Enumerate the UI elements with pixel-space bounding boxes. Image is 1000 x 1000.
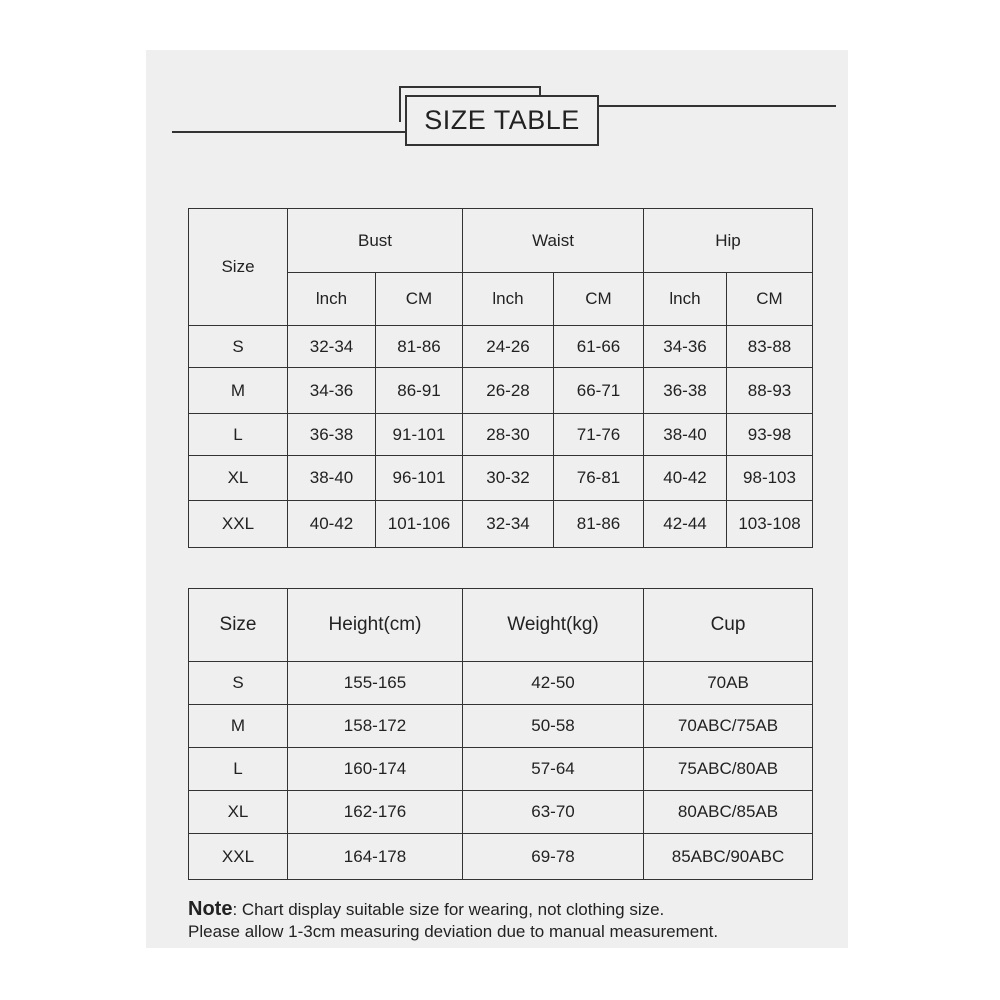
bust-header: Bust — [288, 209, 463, 273]
unit-header: lnch — [288, 273, 376, 326]
value-cell: 98-103 — [727, 456, 813, 501]
value-cell: 81-86 — [376, 326, 463, 368]
value-cell: 71-76 — [554, 414, 644, 456]
value-cell: 83-88 — [727, 326, 813, 368]
size-header: Size — [189, 589, 288, 662]
waist-header: Waist — [463, 209, 644, 273]
value-cell: 34-36 — [644, 326, 727, 368]
value-cell: 36-38 — [644, 368, 727, 414]
size-cell: S — [189, 662, 288, 705]
measurement-table — [188, 208, 813, 548]
value-cell: 164-178 — [288, 834, 463, 880]
table-row — [189, 414, 813, 456]
value-cell: 70ABC/75AB — [644, 705, 813, 748]
value-cell: 26-28 — [463, 368, 554, 414]
value-cell: 34-36 — [288, 368, 376, 414]
hip-header: Hip — [644, 209, 813, 273]
height-header: Height(cm) — [288, 589, 463, 662]
size-cell: M — [189, 705, 288, 748]
value-cell: 40-42 — [644, 456, 727, 501]
size-cell: XXL — [189, 834, 288, 880]
value-cell: 63-70 — [463, 791, 644, 834]
measurement-note — [188, 898, 828, 943]
value-cell: 42-44 — [644, 501, 727, 548]
note-text: : Chart display suitable size for wearing, not clothing size. — [232, 900, 665, 919]
table-row — [189, 748, 813, 791]
value-cell: 28-30 — [463, 414, 554, 456]
value-cell: 88-93 — [727, 368, 813, 414]
value-cell: 32-34 — [463, 501, 554, 548]
size-cell: L — [189, 414, 288, 456]
size-cell: XXL — [189, 501, 288, 548]
table-row — [189, 705, 813, 748]
value-cell: 76-81 — [554, 456, 644, 501]
table-row — [189, 662, 813, 705]
unit-header: lnch — [463, 273, 554, 326]
note-line-1 — [188, 898, 828, 921]
table-row — [189, 326, 813, 368]
value-cell: 103-108 — [727, 501, 813, 548]
value-cell: 70AB — [644, 662, 813, 705]
size-cell: S — [189, 326, 288, 368]
size-cell: XL — [189, 791, 288, 834]
page-title: SIZE TABLE — [405, 95, 599, 146]
value-cell: 160-174 — [288, 748, 463, 791]
table-row — [189, 501, 813, 548]
value-cell: 85ABC/90ABC — [644, 834, 813, 880]
title-rule-left — [172, 131, 408, 133]
value-cell: 61-66 — [554, 326, 644, 368]
unit-header: CM — [376, 273, 463, 326]
size-header: Size — [189, 209, 288, 326]
value-cell: 93-98 — [727, 414, 813, 456]
value-cell: 38-40 — [288, 456, 376, 501]
cup-header: Cup — [644, 589, 813, 662]
table-row — [189, 456, 813, 501]
value-cell: 42-50 — [463, 662, 644, 705]
value-cell: 158-172 — [288, 705, 463, 748]
value-cell: 32-34 — [288, 326, 376, 368]
size-cell: M — [189, 368, 288, 414]
value-cell: 155-165 — [288, 662, 463, 705]
unit-header: CM — [554, 273, 644, 326]
value-cell: 38-40 — [644, 414, 727, 456]
table-row — [189, 791, 813, 834]
value-cell: 162-176 — [288, 791, 463, 834]
title-rule-right — [598, 105, 836, 107]
unit-header: lnch — [644, 273, 727, 326]
value-cell: 96-101 — [376, 456, 463, 501]
value-cell: 69-78 — [463, 834, 644, 880]
value-cell: 57-64 — [463, 748, 644, 791]
table-row — [189, 834, 813, 880]
value-cell: 36-38 — [288, 414, 376, 456]
value-cell: 91-101 — [376, 414, 463, 456]
size-cell: L — [189, 748, 288, 791]
value-cell: 24-26 — [463, 326, 554, 368]
value-cell: 40-42 — [288, 501, 376, 548]
value-cell: 50-58 — [463, 705, 644, 748]
table-row — [189, 368, 813, 414]
note-label: Note — [188, 898, 233, 920]
value-cell: 30-32 — [463, 456, 554, 501]
value-cell: 101-106 — [376, 501, 463, 548]
value-cell: 66-71 — [554, 368, 644, 414]
value-cell: 86-91 — [376, 368, 463, 414]
weight-header: Weight(kg) — [463, 589, 644, 662]
value-cell: 75ABC/80AB — [644, 748, 813, 791]
value-cell: 81-86 — [554, 501, 644, 548]
note-line-2: Please allow 1-3cm measuring deviation due to manual measurement. — [188, 922, 719, 941]
size-cell: XL — [189, 456, 288, 501]
value-cell: 80ABC/85AB — [644, 791, 813, 834]
unit-header: CM — [727, 273, 813, 326]
fit-table — [188, 588, 813, 880]
